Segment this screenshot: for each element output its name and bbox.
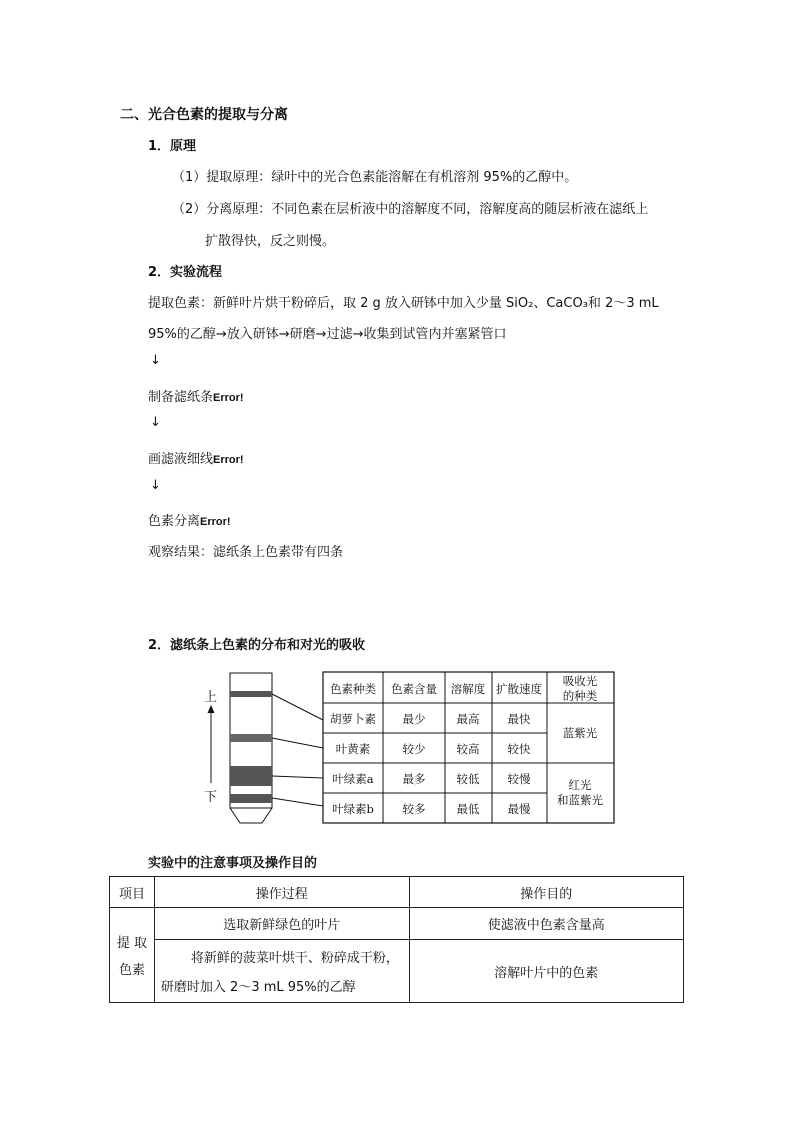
- procedure-line-2: 95%的乙醇→放入研钵→研磨→过滤→收集到试管内并塞紧管口: [148, 327, 507, 342]
- header-process: 操作过程: [154, 877, 409, 908]
- flow-down-arrow-icon: ↓: [150, 415, 161, 430]
- distribution-heading: 2．滤纸条上色素的分布和对光的吸收: [148, 638, 366, 653]
- absorb-red-line-1: 红光: [568, 778, 592, 792]
- process-cell: [154, 940, 409, 1003]
- connector-chlorophyll-a: [272, 776, 323, 778]
- cell-speed: 较慢: [507, 772, 531, 786]
- procedure-heading: 2．实验流程: [148, 265, 223, 280]
- process-cell: 选取新鲜绿色的叶片: [154, 908, 409, 940]
- band-xanthophyll: [230, 734, 272, 742]
- cell-content: 最多: [402, 772, 426, 786]
- notes-table: [109, 876, 684, 1003]
- flow-down-arrow-icon: ↓: [150, 353, 161, 368]
- header-pigment-type: 色素种类: [330, 682, 376, 696]
- procedure-step-separate: [148, 510, 231, 529]
- header-absorbed-light-2: 的种类: [562, 689, 598, 703]
- procedure-line-1: 提取色素：新鲜叶片烘干粉碎后，取 2 g 放入研钵中加入少量 SiO₂、CaCO₃和 2～3 mL: [148, 296, 659, 311]
- cell-name: 叶绿素a: [332, 772, 374, 786]
- process-line-1: 将新鲜的菠菜叶烘干、粉碎成干粉，: [190, 951, 399, 966]
- observation-result: 观察结果：滤纸条上色素带有四条: [148, 545, 344, 560]
- error-text: Error!: [200, 516, 231, 528]
- process-line-2: 研磨时加入 2～3 mL 95%的乙醇: [160, 980, 356, 995]
- procedure-step-draw-line: [148, 448, 244, 467]
- table-row: [110, 908, 684, 940]
- category-line-1: 提 取: [116, 936, 148, 951]
- cell-solubility: 较高: [456, 742, 480, 756]
- procedure-step-prepare-paper: [148, 386, 244, 405]
- step-label: 制备滤纸条: [148, 390, 214, 405]
- absorb-blue-violet: 蓝紫光: [562, 726, 598, 740]
- cell-content: 最少: [402, 712, 426, 726]
- header-item: 项目: [110, 877, 155, 908]
- label-up: 上: [204, 690, 218, 705]
- header-solubility: 溶解度: [450, 682, 486, 696]
- cell-name: 叶黄素: [335, 742, 371, 756]
- cell-name: 胡萝卜素: [330, 712, 376, 726]
- table-header-row: [110, 877, 684, 908]
- band-chlorophyll-a: [230, 766, 272, 786]
- principle-heading: 1．原理: [148, 139, 197, 154]
- cell-content: 较多: [402, 802, 426, 816]
- notes-heading: 实验中的注意事项及操作目的: [148, 856, 318, 871]
- error-text: Error!: [213, 392, 244, 404]
- category-line-2: 色素: [118, 963, 145, 978]
- absorb-red-line-2: 和蓝紫光: [557, 793, 603, 807]
- header-absorbed-light-1: 吸收光: [562, 674, 598, 688]
- step-label: 画滤液细线: [148, 452, 214, 467]
- table-row: [110, 940, 684, 1003]
- section-title: 二、光合色素的提取与分离: [120, 107, 288, 123]
- cell-name: 叶绿素b: [332, 802, 374, 816]
- principle-item-1: （1）提取原理：绿叶中的光合色素能溶解在有机溶剂 95%的乙醇中。: [172, 170, 578, 185]
- flow-down-arrow-icon: ↓: [150, 478, 161, 493]
- band-carotene: [230, 691, 272, 697]
- step-label: 色素分离: [148, 514, 201, 529]
- purpose-cell: 溶解叶片中的色素: [409, 940, 683, 1003]
- cell-speed: 较快: [507, 742, 531, 756]
- cell-speed: 最快: [507, 712, 531, 726]
- header-purpose: 操作目的: [409, 877, 683, 908]
- cell-content: 较少: [402, 742, 426, 756]
- error-text: Error!: [213, 454, 244, 466]
- connector-carotene: [272, 694, 323, 720]
- up-arrow-icon: [208, 705, 215, 713]
- category-cell: [110, 908, 155, 1003]
- header-diffusion-speed: 扩散速度: [496, 682, 542, 696]
- cell-solubility: 最高: [456, 712, 480, 726]
- cell-solubility: 最低: [456, 802, 480, 816]
- cell-solubility: 较低: [456, 772, 480, 786]
- pigment-distribution-figure: [195, 665, 625, 830]
- principle-item-2-line-1: （2）分离原理：不同色素在层析液中的溶解度不同，溶解度高的随层析液在滤纸上: [172, 202, 649, 217]
- cell-speed: 最慢: [507, 802, 531, 816]
- header-pigment-content: 色素含量: [391, 682, 437, 696]
- connector-xanthophyll: [272, 738, 323, 748]
- purpose-cell: 使滤液中色素含量高: [409, 908, 683, 940]
- connector-chlorophyll-b: [272, 798, 323, 806]
- principle-item-2-line-2: 扩散得快，反之则慢。: [205, 234, 336, 249]
- band-chlorophyll-b: [230, 794, 272, 803]
- label-down: 下: [204, 790, 218, 805]
